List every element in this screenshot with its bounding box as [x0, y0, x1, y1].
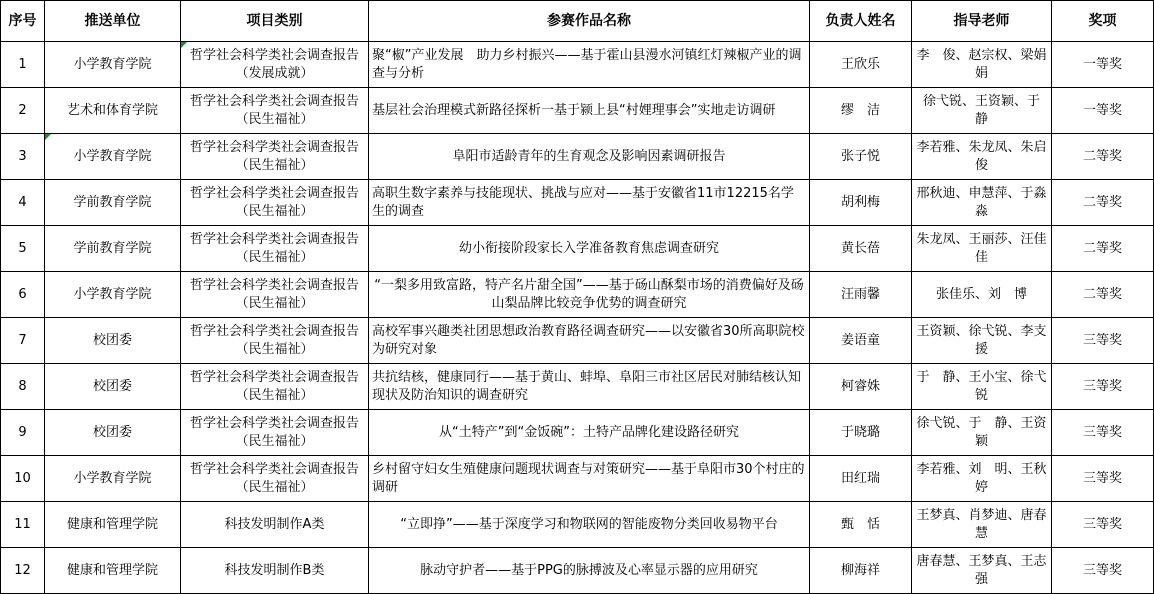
- cell-title: 从“土特产”到“金饭碗”：土特产品牌化建设路径研究: [369, 410, 810, 456]
- cell-award: 二等奖: [1052, 226, 1154, 272]
- cell-advisor: 徐弋锐、于 静、王资颖: [912, 410, 1052, 456]
- cell-no: 11: [1, 502, 45, 548]
- cell-category: 哲学社会科学类社会调查报告（民生福祉）: [181, 134, 369, 180]
- cell-advisor: 王梦真、肖梦迪、唐春慧: [912, 502, 1052, 548]
- cell-category: 哲学社会科学类社会调查报告（民生福祉）: [181, 364, 369, 410]
- cell-unit: 校团委: [45, 364, 181, 410]
- table-row: [1, 42, 1154, 88]
- table-row: [1, 318, 1154, 364]
- cell-category: 哲学社会科学类社会调查报告（民生福祉）: [181, 180, 369, 226]
- cell-unit: 小学教育学院: [45, 456, 181, 502]
- table-row: [1, 502, 1154, 548]
- cell-unit: 学前教育学院: [45, 180, 181, 226]
- cell-leader: 汪雨馨: [810, 272, 912, 318]
- header-advisor: 指导老师: [912, 1, 1052, 42]
- cell-award: 三等奖: [1052, 410, 1154, 456]
- cell-leader: 张子悦: [810, 134, 912, 180]
- cell-award: 三等奖: [1052, 318, 1154, 364]
- cell-leader: 柯睿姝: [810, 364, 912, 410]
- cell-unit: 健康和管理学院: [45, 502, 181, 548]
- cell-leader: 黄长蓓: [810, 226, 912, 272]
- cell-leader: 于晓璐: [810, 410, 912, 456]
- cell-title: 聚“椒”产业发展 助力乡村振兴——基于霍山县漫水河镇红灯辣椒产业的调查与分析: [369, 42, 810, 88]
- cell-award: 三等奖: [1052, 548, 1154, 594]
- header-no: 序号: [1, 1, 45, 42]
- cell-title: “立即挣”——基于深度学习和物联网的智能废物分类回收易物平台: [369, 502, 810, 548]
- cell-unit: 小学教育学院: [45, 272, 181, 318]
- cell-advisor: 李 俊、赵宗权、梁娟娟: [912, 42, 1052, 88]
- cell-unit: 艺术和体育学院: [45, 88, 181, 134]
- cell-advisor: 王资颖、徐弋锐、李支援: [912, 318, 1052, 364]
- cell-advisor: 李若雅、朱龙凤、朱启俊: [912, 134, 1052, 180]
- cell-unit: 小学教育学院: [45, 134, 181, 180]
- cell-leader: 柳海祥: [810, 548, 912, 594]
- cell-award: 二等奖: [1052, 180, 1154, 226]
- cell-unit: 校团委: [45, 318, 181, 364]
- cell-advisor: 邢秋迪、申慧萍、于淼淼: [912, 180, 1052, 226]
- cell-category: 科技发明制作B类: [181, 548, 369, 594]
- table-row: [1, 134, 1154, 180]
- header-leader: 负责人姓名: [810, 1, 912, 42]
- header-row: [1, 1, 1154, 42]
- cell-title: 乡村留守妇女生殖健康问题现状调查与对策研究——基于阜阳市30个村庄的调研: [369, 456, 810, 502]
- cell-category: 哲学社会科学类社会调查报告（民生福祉）: [181, 318, 369, 364]
- cell-no: 2: [1, 88, 45, 134]
- cell-award: 一等奖: [1052, 88, 1154, 134]
- header-category: 项目类别: [181, 1, 369, 42]
- cell-title: 基层社会治理模式新路径探析一基于颍上县“村娌理事会”实地走访调研: [369, 88, 810, 134]
- cell-leader: 甄 恬: [810, 502, 912, 548]
- cell-advisor: 于 静、王小宝、徐弋锐: [912, 364, 1052, 410]
- cell-title: 阜阳市适龄青年的生育观念及影响因素调研报告: [369, 134, 810, 180]
- cell-unit: 健康和管理学院: [45, 548, 181, 594]
- cell-no: 12: [1, 548, 45, 594]
- cell-title: 高校军事兴趣类社团思想政治教育路径调查研究——以安徽省30所高职院校为研究对象: [369, 318, 810, 364]
- cell-category: 哲学社会科学类社会调查报告（民生福祉）: [181, 88, 369, 134]
- cell-leader: 王欣乐: [810, 42, 912, 88]
- cell-no: 9: [1, 410, 45, 456]
- header-title: 参赛作品名称: [369, 1, 810, 42]
- cell-no: 7: [1, 318, 45, 364]
- cell-award: 三等奖: [1052, 364, 1154, 410]
- cell-unit: 小学教育学院: [45, 42, 181, 88]
- table-row: [1, 180, 1154, 226]
- cell-unit: 学前教育学院: [45, 226, 181, 272]
- cell-award: 二等奖: [1052, 272, 1154, 318]
- cell-category: 哲学社会科学类社会调查报告（民生福祉）: [181, 456, 369, 502]
- cell-advisor: 唐春慧、王梦真、王志强: [912, 548, 1052, 594]
- table-row: [1, 410, 1154, 456]
- cell-advisor: 张佳乐、刘 博: [912, 272, 1052, 318]
- cell-leader: 姜语童: [810, 318, 912, 364]
- table-row: [1, 272, 1154, 318]
- cell-leader: 田红瑞: [810, 456, 912, 502]
- cell-title: “一梨多用致富路，特产名片甜全国”——基于砀山酥梨市场的消费偏好及砀山梨品牌比较竞争优势的调查研究: [369, 272, 810, 318]
- cell-no: 1: [1, 42, 45, 88]
- table-row: [1, 456, 1154, 502]
- cell-award: 三等奖: [1052, 456, 1154, 502]
- cell-unit: 校团委: [45, 410, 181, 456]
- cell-no: 4: [1, 180, 45, 226]
- cell-leader: 胡利梅: [810, 180, 912, 226]
- cell-title: 高职生数字素养与技能现状、挑战与应对——基于安徽省11市12215名学生的调查: [369, 180, 810, 226]
- cell-category: 哲学社会科学类社会调查报告（民生福祉）: [181, 226, 369, 272]
- cell-category: 哲学社会科学类社会调查报告（民生福祉）: [181, 272, 369, 318]
- cell-award: 二等奖: [1052, 134, 1154, 180]
- table-row: [1, 548, 1154, 594]
- cell-category: 科技发明制作A类: [181, 502, 369, 548]
- cell-no: 6: [1, 272, 45, 318]
- cell-title: 幼小衔接阶段家长入学准备教育焦虑调查研究: [369, 226, 810, 272]
- cell-leader: 缪 洁: [810, 88, 912, 134]
- cell-award: 一等奖: [1052, 42, 1154, 88]
- header-unit: 推送单位: [45, 1, 181, 42]
- cell-advisor: 朱龙凤、王丽莎、汪佳佳: [912, 226, 1052, 272]
- table-row: [1, 364, 1154, 410]
- cell-advisor: 徐弋锐、王资颖、于 静: [912, 88, 1052, 134]
- cell-category: 哲学社会科学类社会调查报告（发展成就）: [181, 42, 369, 88]
- cell-title: 共抗结核，健康同行——基于黄山、蚌埠、阜阳三市社区居民对肺结核认知现状及防治知识的调查研究: [369, 364, 810, 410]
- cell-title: 脉动守护者——基于PPG的脉搏波及心率显示器的应用研究: [369, 548, 810, 594]
- cell-award: 三等奖: [1052, 502, 1154, 548]
- cell-no: 3: [1, 134, 45, 180]
- cell-category: 哲学社会科学类社会调查报告（民生福祉）: [181, 410, 369, 456]
- cell-no: 10: [1, 456, 45, 502]
- cell-no: 8: [1, 364, 45, 410]
- header-award: 奖项: [1052, 1, 1154, 42]
- table-row: [1, 88, 1154, 134]
- cell-no: 5: [1, 226, 45, 272]
- cell-advisor: 李若雅、刘 明、王秋婷: [912, 456, 1052, 502]
- table-row: [1, 226, 1154, 272]
